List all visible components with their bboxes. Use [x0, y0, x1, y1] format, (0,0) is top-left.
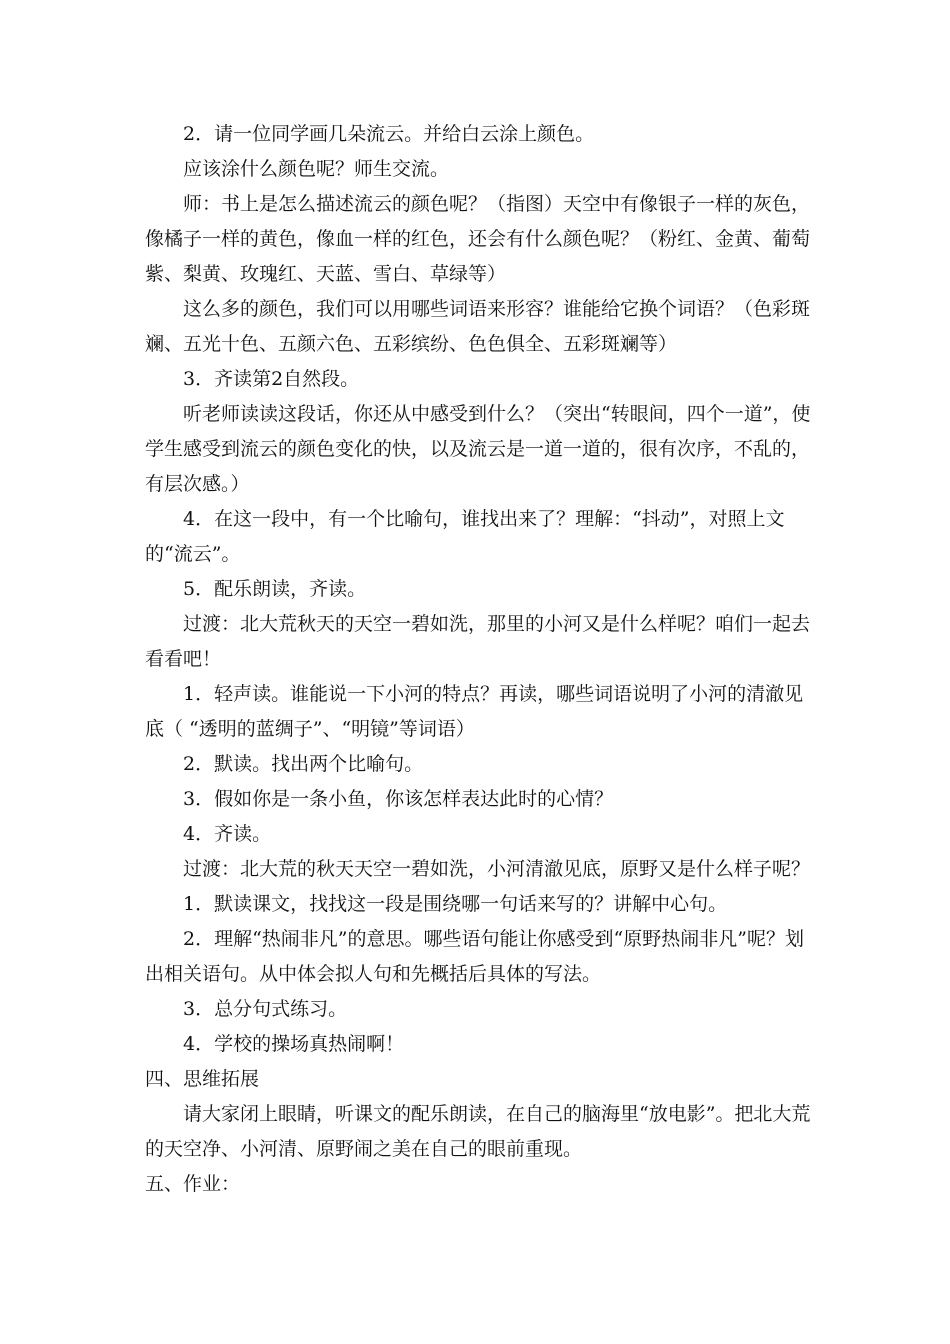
paragraph: 师：书上是怎么描述流云的颜色呢？（指图）天空中有像银子一样的灰色，像橘子一样的黄色，像血一样的红色，还会有什么颜色呢？（粉红、金黄、葡萄紫、梨黄、玫瑰红、天蓝、雪白、草绿等）: [145, 193, 811, 285]
paragraph: 3．假如你是一条小鱼，你该怎样表达此时的心情？: [183, 788, 614, 810]
paragraph: 4．在这一段中，有一个比喻句，谁找出来了？理解：“抖动”，对照上文的“流云”。: [145, 508, 785, 565]
paragraph: 4．齐读。: [183, 823, 272, 845]
paragraph: 应该涂什么颜色呢？师生交流。: [183, 158, 450, 180]
paragraph: 听老师读读这段话，你还从中感受到什么？（突出“转眼间，四个一道”，使学生感受到流云的颜色变化的快，以及流云是一道一道的，很有次序，不乱的，有层次感。）: [145, 403, 811, 495]
paragraph: 5．配乐朗读，齐读。: [183, 578, 367, 600]
document-body: [145, 117, 817, 1202]
paragraph: 2．请一位同学画几朵流云。并给白云涂上颜色。: [183, 123, 595, 145]
paragraph: 3．总分句式练习。: [183, 998, 348, 1020]
paragraph: 4．学校的操场真热闹啊！: [183, 1033, 405, 1055]
paragraph: 过渡：北大荒秋天的天空一碧如洗，那里的小河又是什么样呢？咱们一起去看看吧！: [145, 613, 811, 670]
paragraph: 2．默读。找出两个比喻句。: [183, 753, 424, 775]
section-heading: 四、思维拓展: [145, 1068, 260, 1090]
paragraph: 3．齐读第2自然段。: [183, 368, 360, 390]
section-heading: 五、作业：: [145, 1173, 241, 1195]
paragraph: 这么多的颜色，我们可以用哪些词语来形容？谁能给它换个词语？（色彩斑斓、五光十色、五颜六色、五彩缤纷、色色俱全、五彩斑斓等）: [145, 298, 811, 355]
paragraph: 请大家闭上眼睛，听课文的配乐朗读，在自己的脑海里“放电影”。把北大荒的天空净、小河清、原野闹之美在自己的眼前重现。: [145, 1103, 811, 1160]
paragraph: 1．默读课文，找找这一段是围绕哪一句话来写的？讲解中心句。: [183, 893, 728, 915]
paragraph: 过渡：北大荒的秋天天空一碧如洗，小河清澈见底，原野又是什么样子呢？: [183, 858, 811, 880]
paragraph: 2．理解“热闹非凡”的意思。哪些语句能让你感受到“原野热闹非凡”呢？划出相关语句。从中体会拟人句和先概括后具体的写法。: [145, 928, 804, 985]
paragraph: 1．轻声读。谁能说一下小河的特点？再读，哪些词语说明了小河的清澈见底（ “透明的蓝绸子”、“明镜”等词语）: [145, 683, 804, 740]
